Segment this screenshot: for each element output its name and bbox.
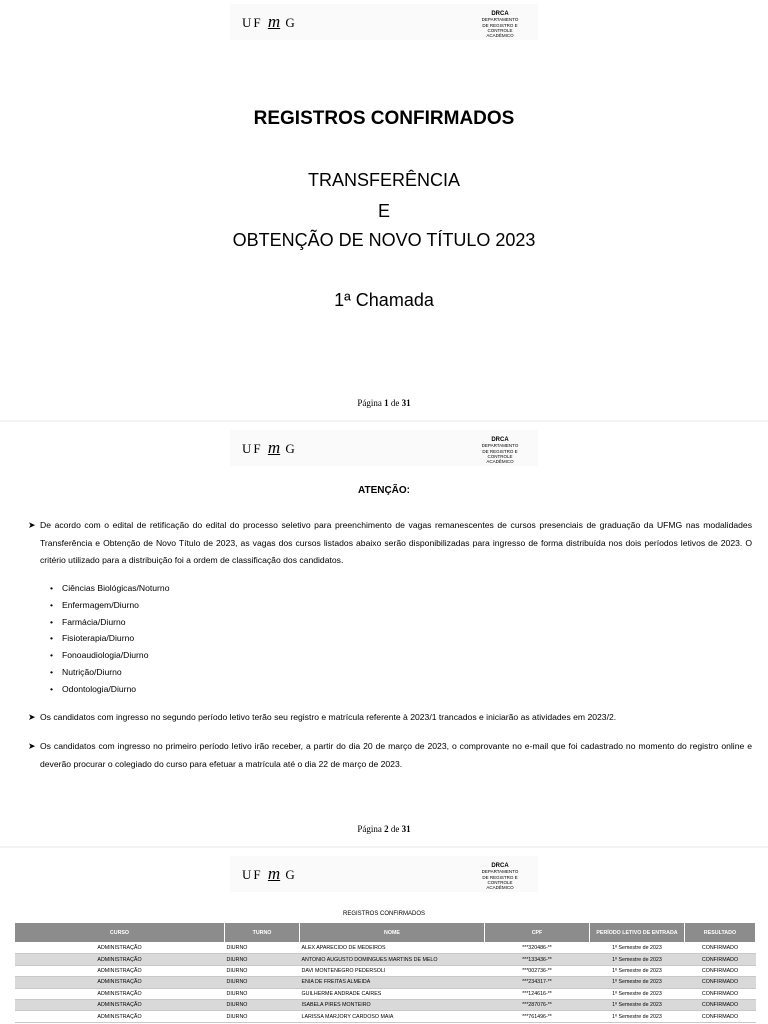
drca-line: DEPARTAMENTO [481,869,519,875]
list-item: • Odontologia/Diurno [50,681,169,698]
drca-line: DE REGISTRO E [482,874,518,880]
notice-paragraph-3: Os candidatos com ingresso no primeiro período letivo irão receber, a partir do dia 20 de março de 2023, o comprovante no e-mail que foi cadastrado no momento do registro online e deverão procurar o colegiado do curso para efetuar a matrícula até o dia 22 de março de 2023. [40,741,752,769]
ufmg-logo [242,864,297,884]
drca-block [474,12,526,38]
page-header [230,856,538,892]
cell-resultado: CONFIRMADO [685,954,756,965]
cell-turno: DIURNO [225,954,300,965]
cell-resultado: CONFIRMADO [685,1011,756,1022]
cell-nome: DAVI MONTENEGRO PEDERSOLI [300,965,485,976]
cell-nome: GUILHERME ANDRADE CAIRES [300,988,485,999]
cell-cpf: ***133436-** [485,954,590,965]
cell-turno: DIURNO [225,1011,300,1022]
cell-resultado: CONFIRMADO [685,999,756,1010]
list-item: • Nutrição/Diurno [50,664,169,681]
page-header [230,4,538,40]
cell-curso: ADMINISTRAÇÃO [15,943,225,954]
table-title: REGISTROS CONFIRMADOS [342,911,425,917]
drca-line: CONTROLE ACADÊMICO [486,453,514,465]
cell-periodo: 1º Semestre de 2023 [590,988,685,999]
notice-paragraph-1: De acordo com o edital de retificação do edital do processo seletivo para preenchimento de vagas remanescentes de cursos presenciais de graduação da UFMG nas modalidades Transferência e Obtenção de Novo Título de 2023, as vagas dos cursos listados abaixo serão disponibilizadas para ingresso de forma distribuída nos dois períodos letivos de 2023. O critério utilizado para a distribuição foi a ordem de classificação dos candidatos. [40,520,752,565]
cell-periodo: 1º Semestre de 2023 [590,999,685,1010]
column-header-nome: NOME [300,923,485,943]
cell-turno: DIURNO [225,999,300,1010]
table-row [15,1011,756,1022]
logo-text-right: G [285,441,297,456]
drca-block [474,864,526,890]
document-title: REGISTROS CONFIRMADOS [253,108,515,129]
cell-nome: ALEX APARECIDO DE MEDEIROS [300,943,485,954]
logo-text-right: G [285,15,297,30]
cell-curso: ADMINISTRAÇÃO [15,954,225,965]
cell-cpf: ***287076-** [485,999,590,1010]
list-item: • Fisioterapia/Diurno [50,630,169,647]
logo-text-mid: m [267,12,281,31]
arrow-bullet-icon: ➤ [28,712,36,722]
arrow-bullet-icon: ➤ [28,741,36,751]
cell-curso: ADMINISTRAÇÃO [15,965,225,976]
page-total: 31 [401,398,411,408]
logo-text-mid: m [267,864,281,883]
page-divider [0,420,768,422]
cell-periodo: 1º Semestre de 2023 [590,1011,685,1022]
table-row [15,965,756,976]
cell-resultado: CONFIRMADO [685,965,756,976]
list-item: • Farmácia/Diurno [50,614,169,631]
page-current: 1 [384,398,389,408]
logo-text-left: UF [242,15,263,30]
page-of: de [390,824,400,834]
cell-curso: ADMINISTRAÇÃO [15,1011,225,1022]
cell-turno: DIURNO [225,943,300,954]
column-header-curso: CURSO [15,923,225,943]
drca-title: DRCA [491,11,509,17]
results-table [14,922,756,1023]
cell-nome: LARISSA MARJORY CARDOSO MAIA [300,1011,485,1022]
attention-heading: ATENÇÃO: [357,485,411,496]
page-number [0,824,768,834]
call-label: 1ª Chamada [334,290,434,310]
page-divider [0,846,768,848]
cell-cpf: ***320486-** [485,943,590,954]
page-label: Página [357,398,382,408]
drca-line: CONTROLE ACADÊMICO [486,27,514,39]
course-list [50,580,169,698]
cell-curso: ADMINISTRAÇÃO [15,999,225,1010]
cell-curso: ADMINISTRAÇÃO [15,988,225,999]
cell-turno: DIURNO [225,965,300,976]
drca-block [474,438,526,464]
cell-cpf: ***002736-** [485,965,590,976]
drca-line: DEPARTAMENTO [481,17,519,23]
ufmg-logo [242,438,297,458]
drca-title: DRCA [491,437,509,443]
cell-resultado: CONFIRMADO [685,988,756,999]
table-row [15,999,756,1010]
column-header-turno: TURNO [225,923,300,943]
cell-curso: ADMINISTRAÇÃO [15,977,225,988]
logo-text-left: UF [242,441,263,456]
drca-line: DE REGISTRO E [482,448,518,454]
page-number [0,398,768,408]
drca-title: DRCA [491,863,509,869]
cell-cpf: ***761496-** [485,1011,590,1022]
cell-nome: ENIA DE FREITAS ALMEIDA [300,977,485,988]
cell-turno: DIURNO [225,988,300,999]
list-item: • Fonoaudiologia/Diurno [50,647,169,664]
cell-nome: ISABELA PIRES MONTEIRO [300,999,485,1010]
cell-periodo: 1º Semestre de 2023 [590,943,685,954]
page-of: de [390,398,400,408]
drca-line: DEPARTAMENTO [481,443,519,449]
column-header-periodo: PERÍODO LETIVO DE ENTRADA [590,923,685,943]
cell-resultado: CONFIRMADO [685,943,756,954]
table-row [15,977,756,988]
list-item: • Enfermagem/Diurno [50,597,169,614]
cell-nome: ANTONIO AUGUSTO DOMINGUES MARTINS DE MELO [300,954,485,965]
table-row [15,954,756,965]
page-label: Página [357,824,382,834]
arrow-bullet-icon: ➤ [28,520,36,530]
logo-text-right: G [285,867,297,882]
page-total: 31 [401,824,411,834]
cell-periodo: 1º Semestre de 2023 [590,977,685,988]
page-header [230,430,538,466]
drca-line: DE REGISTRO E [482,22,518,28]
table-row [15,988,756,999]
column-header-cpf: CPF [485,923,590,943]
list-item: • Ciências Biológicas/Noturno [50,580,169,597]
title-line-2: E [377,201,390,221]
title-line-1: TRANSFERÊNCIA [307,170,460,190]
logo-text-left: UF [242,867,263,882]
table-header-row [15,923,756,943]
drca-line: CONTROLE ACADÊMICO [486,879,514,891]
logo-text-mid: m [267,438,281,457]
column-header-resultado: RESULTADO [685,923,756,943]
cell-periodo: 1º Semestre de 2023 [590,954,685,965]
cell-cpf: ***124616-** [485,988,590,999]
notice-paragraph-2: Os candidatos com ingresso no segundo período letivo terão seu registro e matrícula referente à 2023/1 trancados e iniciarão as atividades em 2023/2. [40,712,617,722]
table-row [15,943,756,954]
cell-resultado: CONFIRMADO [685,977,756,988]
cell-turno: DIURNO [225,977,300,988]
page-current: 2 [384,824,389,834]
ufmg-logo [242,12,297,32]
cell-periodo: 1º Semestre de 2023 [590,965,685,976]
title-line-3: OBTENÇÃO DE NOVO TÍTULO 2023 [232,230,536,250]
cell-cpf: ***234317-** [485,977,590,988]
table-body [15,943,756,1023]
